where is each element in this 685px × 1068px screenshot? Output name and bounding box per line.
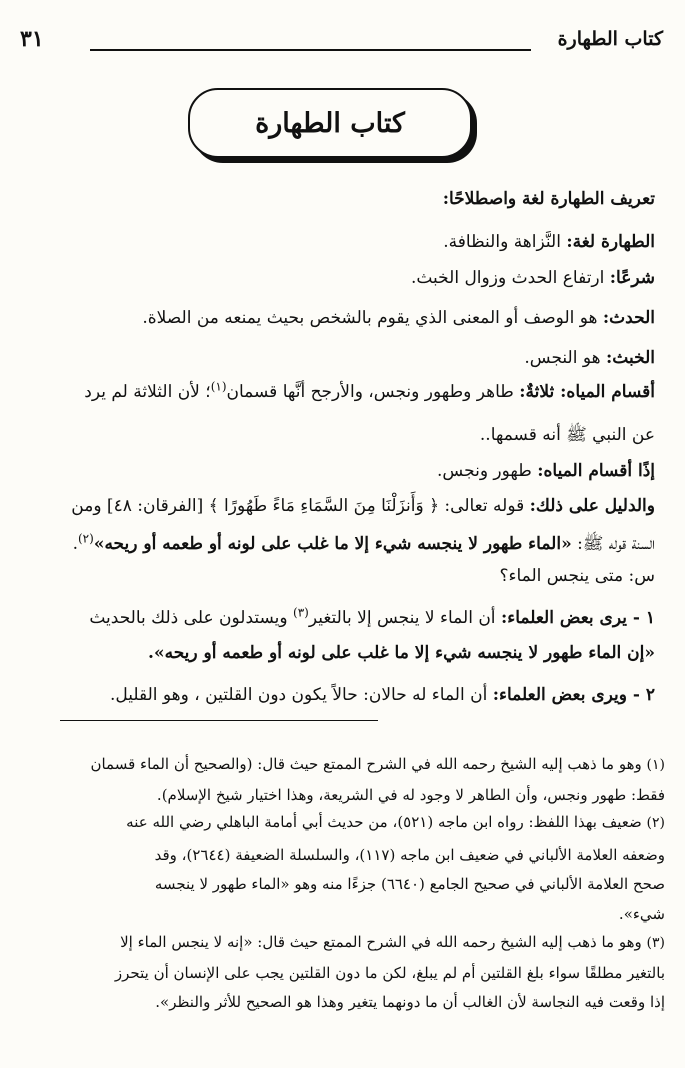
- term-text: قوله تعالى: ﴿ وَأَنزَلْنَا مِنَ السَّمَاءِ مَاءً طَهُورًا ﴾ [الفرقان: ٤٨] ومن: [71, 496, 530, 516]
- term-text: هو الوصف أو المعنى الذي يقوم بالشخص بحيث يمنعه من الصلاة.: [142, 308, 603, 328]
- footnote-separator: [60, 720, 378, 721]
- footnote-3-continuation: إذا وقعت فيه النجاسة لأن الغالب أن ما دونهما يتغير وهذا هو الصحيح للأثر والنظر».: [155, 993, 665, 1011]
- chapter-title-box: [188, 88, 472, 158]
- footnote-2-continuation: صحح العلامة الألباني في صحيح الجامع (٦٦٤٠) جزءًا منه وهو «الماء طهور لا ينجسه: [154, 875, 665, 893]
- term-text-tail: .: [72, 534, 78, 554]
- term-text: أن الماء لا ينجس إلا بالتغير: [308, 608, 501, 628]
- footnote-ref: (٣): [293, 605, 309, 620]
- footnote-ref: (٢): [77, 531, 94, 546]
- term-label: إذًا أقسام المياه:: [537, 461, 655, 481]
- footnote-text: ضعيف بهذا اللفظ: رواه ابن ماجه (٥٢١)، من حديث أبي أمامة الباهلي رضي الله عنه: [126, 813, 642, 831]
- running-header: [20, 28, 663, 56]
- question-line: س: متى ينجس الماء؟: [499, 566, 655, 586]
- footnote-3-continuation: بالتغير مطلقًا سواء بلغ القلتين أم لم يبلغ، لكن ما دون القلتين يجب على الإنسان أن يتحرز: [114, 964, 665, 982]
- header-rule: [90, 49, 531, 51]
- term-text: السنة قوله ﷺ:: [571, 534, 655, 554]
- footnote-number: (٢): [646, 815, 665, 831]
- definition-legal: [22, 265, 655, 291]
- footnote-1: [18, 752, 665, 777]
- water-types-continuation: عن النبي ﷺ أنه قسمها..: [479, 425, 655, 445]
- term-text-tail: ؛ لأن الثلاثة لم يرد: [84, 382, 211, 402]
- term-label: أقسام المياه: ثلاثةٌ:: [519, 382, 655, 402]
- footnote-1-continuation: فقط: طهور ونجس، وأن الطاهر لا وجود له في الشريعة، وهذا اختيار شيخ الإسلام).: [156, 786, 665, 804]
- term-text-tail: ويستدلون على ذلك بالحديث: [89, 608, 294, 628]
- water-types-line: [22, 379, 655, 405]
- running-title: كتاب الطهارة: [557, 28, 663, 50]
- term-text: أن الماء له حالان: حالاً يكون دون القلتين ، وهو القليل.: [109, 685, 493, 705]
- footnote-text: وهو ما ذهب إليه الشيخ رحمه الله في الشرح الممتع حيث قال: (والصحيح أن الماء قسمان: [90, 755, 642, 773]
- footnote-3: [18, 930, 665, 955]
- footnote-2-continuation: شيء».: [618, 905, 665, 923]
- term-label: والدليل على ذلك:: [529, 496, 655, 516]
- footnote-2-continuation: وضعفه العلامة الألباني في ضعيف ابن ماجه (١١٧)، والسلسلة الضعيفة (٢٦٤٤)، وقد: [154, 846, 665, 864]
- hadith-quote-line: «إن الماء طهور لا ينجسه شيء إلا ما غلب على لونه أو طعمه أو ريحه».: [148, 643, 655, 663]
- definition-linguistic: [22, 229, 655, 255]
- term-text: ارتفاع الحدث وزوال الخبث.: [410, 268, 610, 288]
- footnote-text: وهو ما ذهب إليه الشيخ رحمه الله في الشرح الممتع حيث قال: «إنه لا ينجس الماء إلا: [120, 933, 642, 951]
- definition-hadath: [22, 305, 655, 331]
- term-label: ١ - يرى بعض العلماء:: [500, 608, 655, 628]
- footnote-number: (٣): [646, 935, 665, 951]
- section-heading: تعريف الطهارة لغة واصطلاحًا:: [442, 189, 655, 209]
- term-label: الخبث:: [606, 348, 655, 368]
- water-types-conclusion: [22, 458, 655, 484]
- sunnah-line: [22, 531, 655, 557]
- footnote-2: [18, 810, 665, 835]
- term-text: هو النجس.: [524, 348, 607, 368]
- chapter-title: كتاب الطهارة: [255, 107, 405, 139]
- hadith-quote: «الماء طهور لا ينجسه شيء إلا ما غلب على لونه أو طعمه أو ريحه»: [93, 534, 572, 554]
- page-number: ٣١: [20, 26, 44, 52]
- evidence-line: [22, 493, 655, 519]
- term-label: الحدث:: [602, 308, 655, 328]
- term-text: طهور ونجس.: [437, 461, 538, 481]
- term-label: ٢ - ويرى بعض العلماء:: [492, 685, 655, 705]
- term-text: النَّزاهة والنظافة.: [443, 232, 567, 252]
- opinion-one: [22, 605, 655, 631]
- footnote-number: (١): [646, 757, 665, 773]
- term-label: شرعًا:: [609, 268, 655, 288]
- term-text: طاهر وطهور ونجس، والأرجح أنَّها قسمان: [226, 382, 520, 402]
- definition-khabath: [22, 345, 655, 371]
- footnote-ref: (١): [210, 379, 227, 394]
- opinion-two: [22, 682, 655, 708]
- term-label: الطهارة لغة:: [566, 232, 655, 252]
